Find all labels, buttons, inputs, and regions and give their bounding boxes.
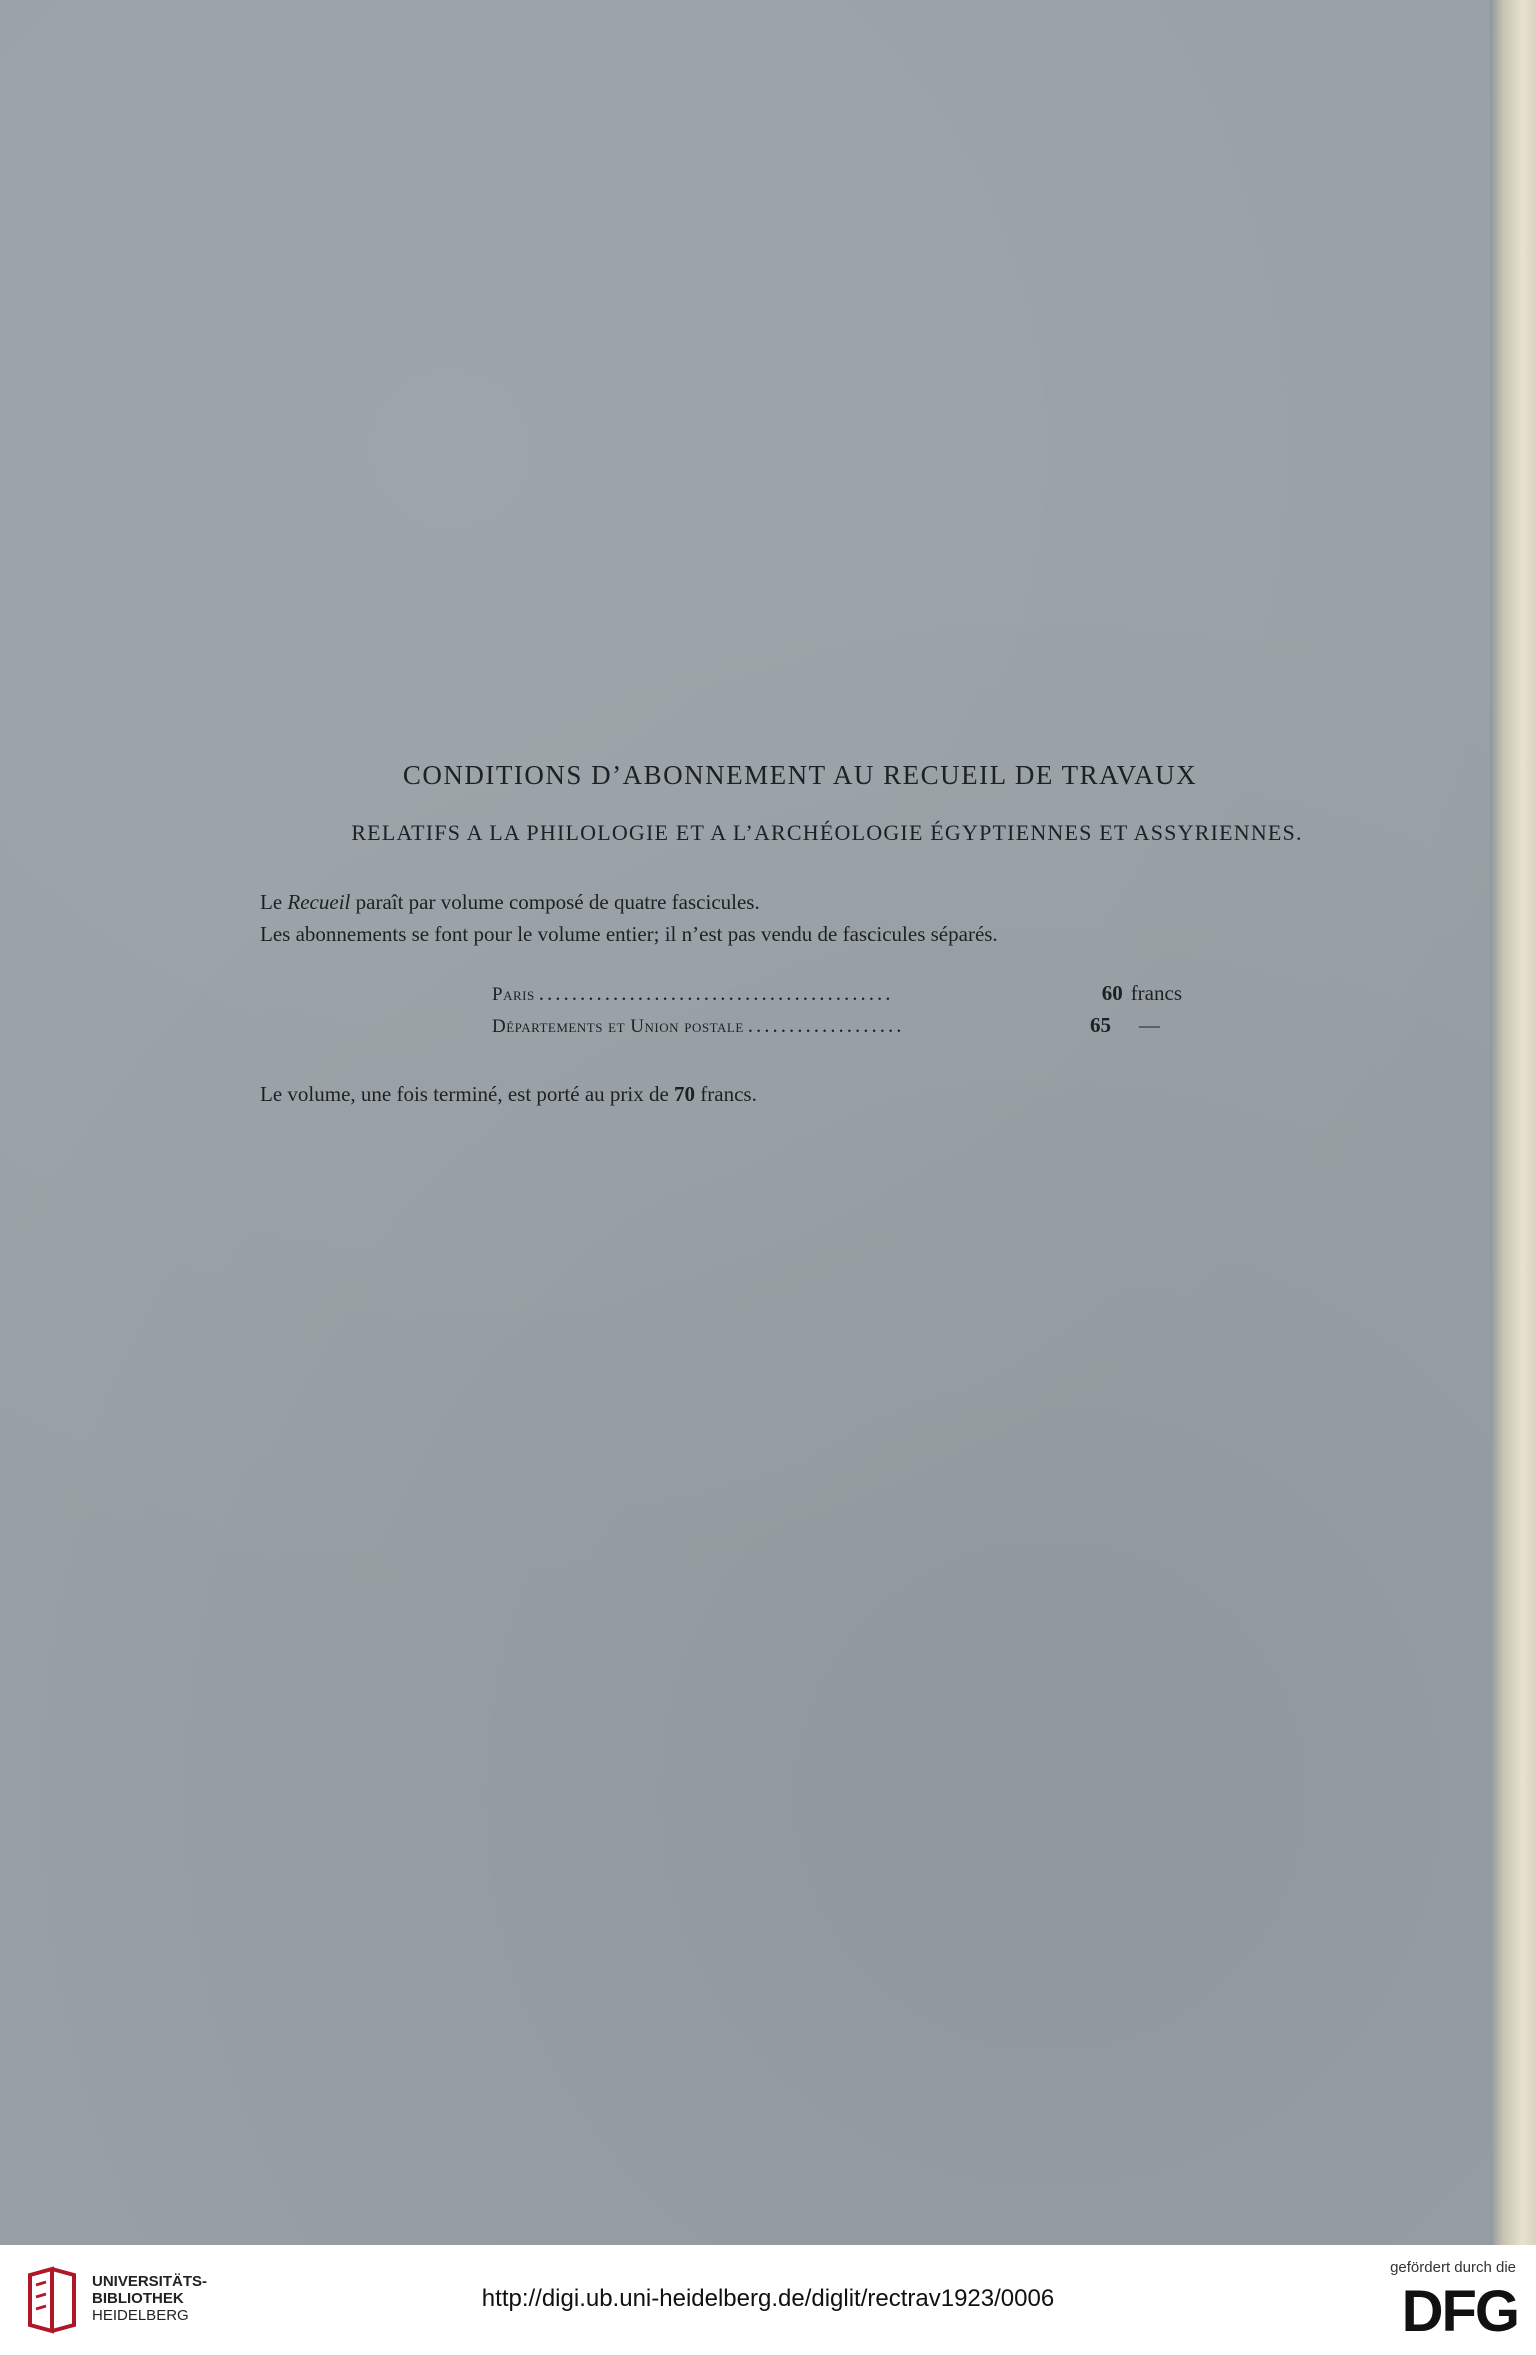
paragraph-2: Les abonnements se font pour le volume entier; il n’est pas vendu de fascicules séparés. <box>260 922 998 946</box>
paragraph-3 <box>260 1082 757 1107</box>
library-line-1: UNIVERSITÄTS- <box>92 2273 208 2290</box>
permalink-url[interactable]: http://digi.ub.uni-heidelberg.de/diglit/rectrav1923/0006 <box>481 2285 1055 2312</box>
leader-dots: ........................................... <box>538 981 894 1005</box>
price-label: Paris <box>492 984 535 1005</box>
paragraph-3-suffix: francs. <box>695 1082 757 1106</box>
dfg-logo: DFG <box>1401 2279 1518 2344</box>
leader-dots: ................... <box>747 1013 905 1037</box>
paragraph-3-value: 70 <box>674 1082 696 1106</box>
library-line-3: HEIDELBERG <box>92 2307 189 2324</box>
viewer-footer <box>0 2245 1536 2355</box>
price-value: 60 <box>1101 981 1123 1005</box>
price-row-paris <box>492 981 1182 1006</box>
price-row-departements <box>492 1013 1182 1038</box>
paragraph-3-prefix: Le volume, une fois terminé, est porté au prix de <box>260 1082 675 1106</box>
paragraph-1-suffix: paraît par volume composé de quatre fascicules. <box>350 890 760 914</box>
title-line-2: RELATIFS A LA PHILOLOGIE ET A L’ARCHÉOLOGIE ÉGYPTIENNES ET ASSYRIENNES. <box>351 820 1303 845</box>
paragraph-1-prefix: Le <box>260 890 288 914</box>
recueil-italic: Recueil <box>287 890 351 914</box>
price-value: 65 <box>1090 1013 1111 1037</box>
paragraph-1 <box>260 890 760 915</box>
price-label: Départements et Union postale <box>492 1016 744 1037</box>
title-line-1: CONDITIONS D’ABONNEMENT AU RECUEIL DE TRAVAUX <box>402 760 1198 790</box>
library-line-2: BIBLIOTHEK <box>92 2290 184 2307</box>
price-unit: — <box>1139 1013 1160 1037</box>
price-unit: francs <box>1130 981 1182 1005</box>
funded-by-label: gefördert durch die <box>1390 2259 1516 2276</box>
